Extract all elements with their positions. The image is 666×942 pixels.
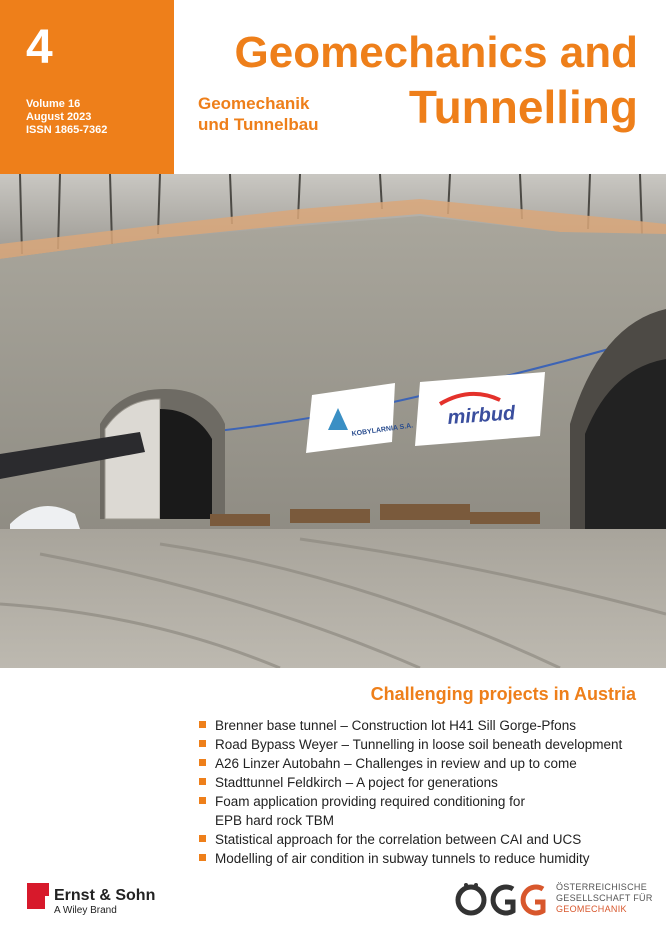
issue-date: August 2023 (26, 111, 92, 123)
list-item (198, 773, 638, 792)
bullet-icon (199, 721, 206, 728)
ernst-sohn-logo-icon (27, 883, 49, 909)
bullet-icon (199, 835, 206, 842)
section-title: Challenging projects in Austria (370, 684, 636, 704)
society-line1: ÖSTERREICHISCHE (556, 882, 648, 892)
issue-box (0, 0, 174, 174)
bullet-icon (199, 797, 206, 804)
list-item (198, 735, 638, 754)
article-title: Stadttunnel Feldkirch – A poject for generations (215, 775, 498, 790)
article-title-cont: EPB hard rock TBM (215, 813, 335, 828)
banner-right (415, 372, 545, 446)
society-line2: GESELLSCHAFT FÜR (556, 893, 653, 903)
article-title: Road Bypass Weyer – Tunnelling in loose soil beneath development (215, 737, 623, 752)
issn: ISSN 1865-7362 (26, 124, 108, 136)
article-title: Foam application providing required conditioning for (215, 794, 525, 809)
banner-right-text: mirbud (446, 402, 516, 429)
list-item (198, 792, 638, 830)
publisher-name: Ernst & Sohn (54, 887, 156, 904)
list-item (198, 849, 638, 868)
shotcrete-slope (0, 216, 666, 534)
article-title: A26 Linzer Autobahn – Challenges in review and up to come (215, 756, 577, 771)
list-item (198, 716, 638, 735)
bullet-icon (199, 778, 206, 785)
issue-meta (26, 98, 107, 137)
bullet-icon (199, 854, 206, 861)
journal-title-line1: Geomechanics and (234, 28, 638, 77)
publisher-tagline: A Wiley Brand (54, 905, 117, 916)
article-list (198, 716, 638, 868)
muddy-ground (0, 529, 666, 668)
journal-title-german-line2: und Tunnelbau (198, 115, 319, 134)
cover-photo (0, 174, 666, 668)
ogg-logo-icon (455, 882, 547, 918)
article-title: Brenner base tunnel – Construction lot H41 Sill Gorge-Pfons (215, 718, 576, 733)
issue-number: 4 (26, 21, 53, 74)
list-item (198, 754, 638, 773)
journal-title-german (198, 93, 319, 135)
bullet-icon (199, 740, 206, 747)
article-title: Modelling of air condition in subway tunnels to reduce humidity (215, 851, 590, 866)
volume: Volume 16 (26, 98, 81, 110)
society-line3: GEOMECHANIK (556, 904, 627, 914)
list-item (198, 830, 638, 849)
journal-title-line2: Tunnelling (408, 81, 638, 133)
banner-left-text: KOBYLARNIA S.A. (351, 422, 414, 438)
journal-title-german-line1: Geomechanik (198, 94, 310, 113)
society-name (556, 882, 653, 915)
bullet-icon (199, 759, 206, 766)
article-title: Statistical approach for the correlation between CAI and UCS (215, 832, 582, 847)
